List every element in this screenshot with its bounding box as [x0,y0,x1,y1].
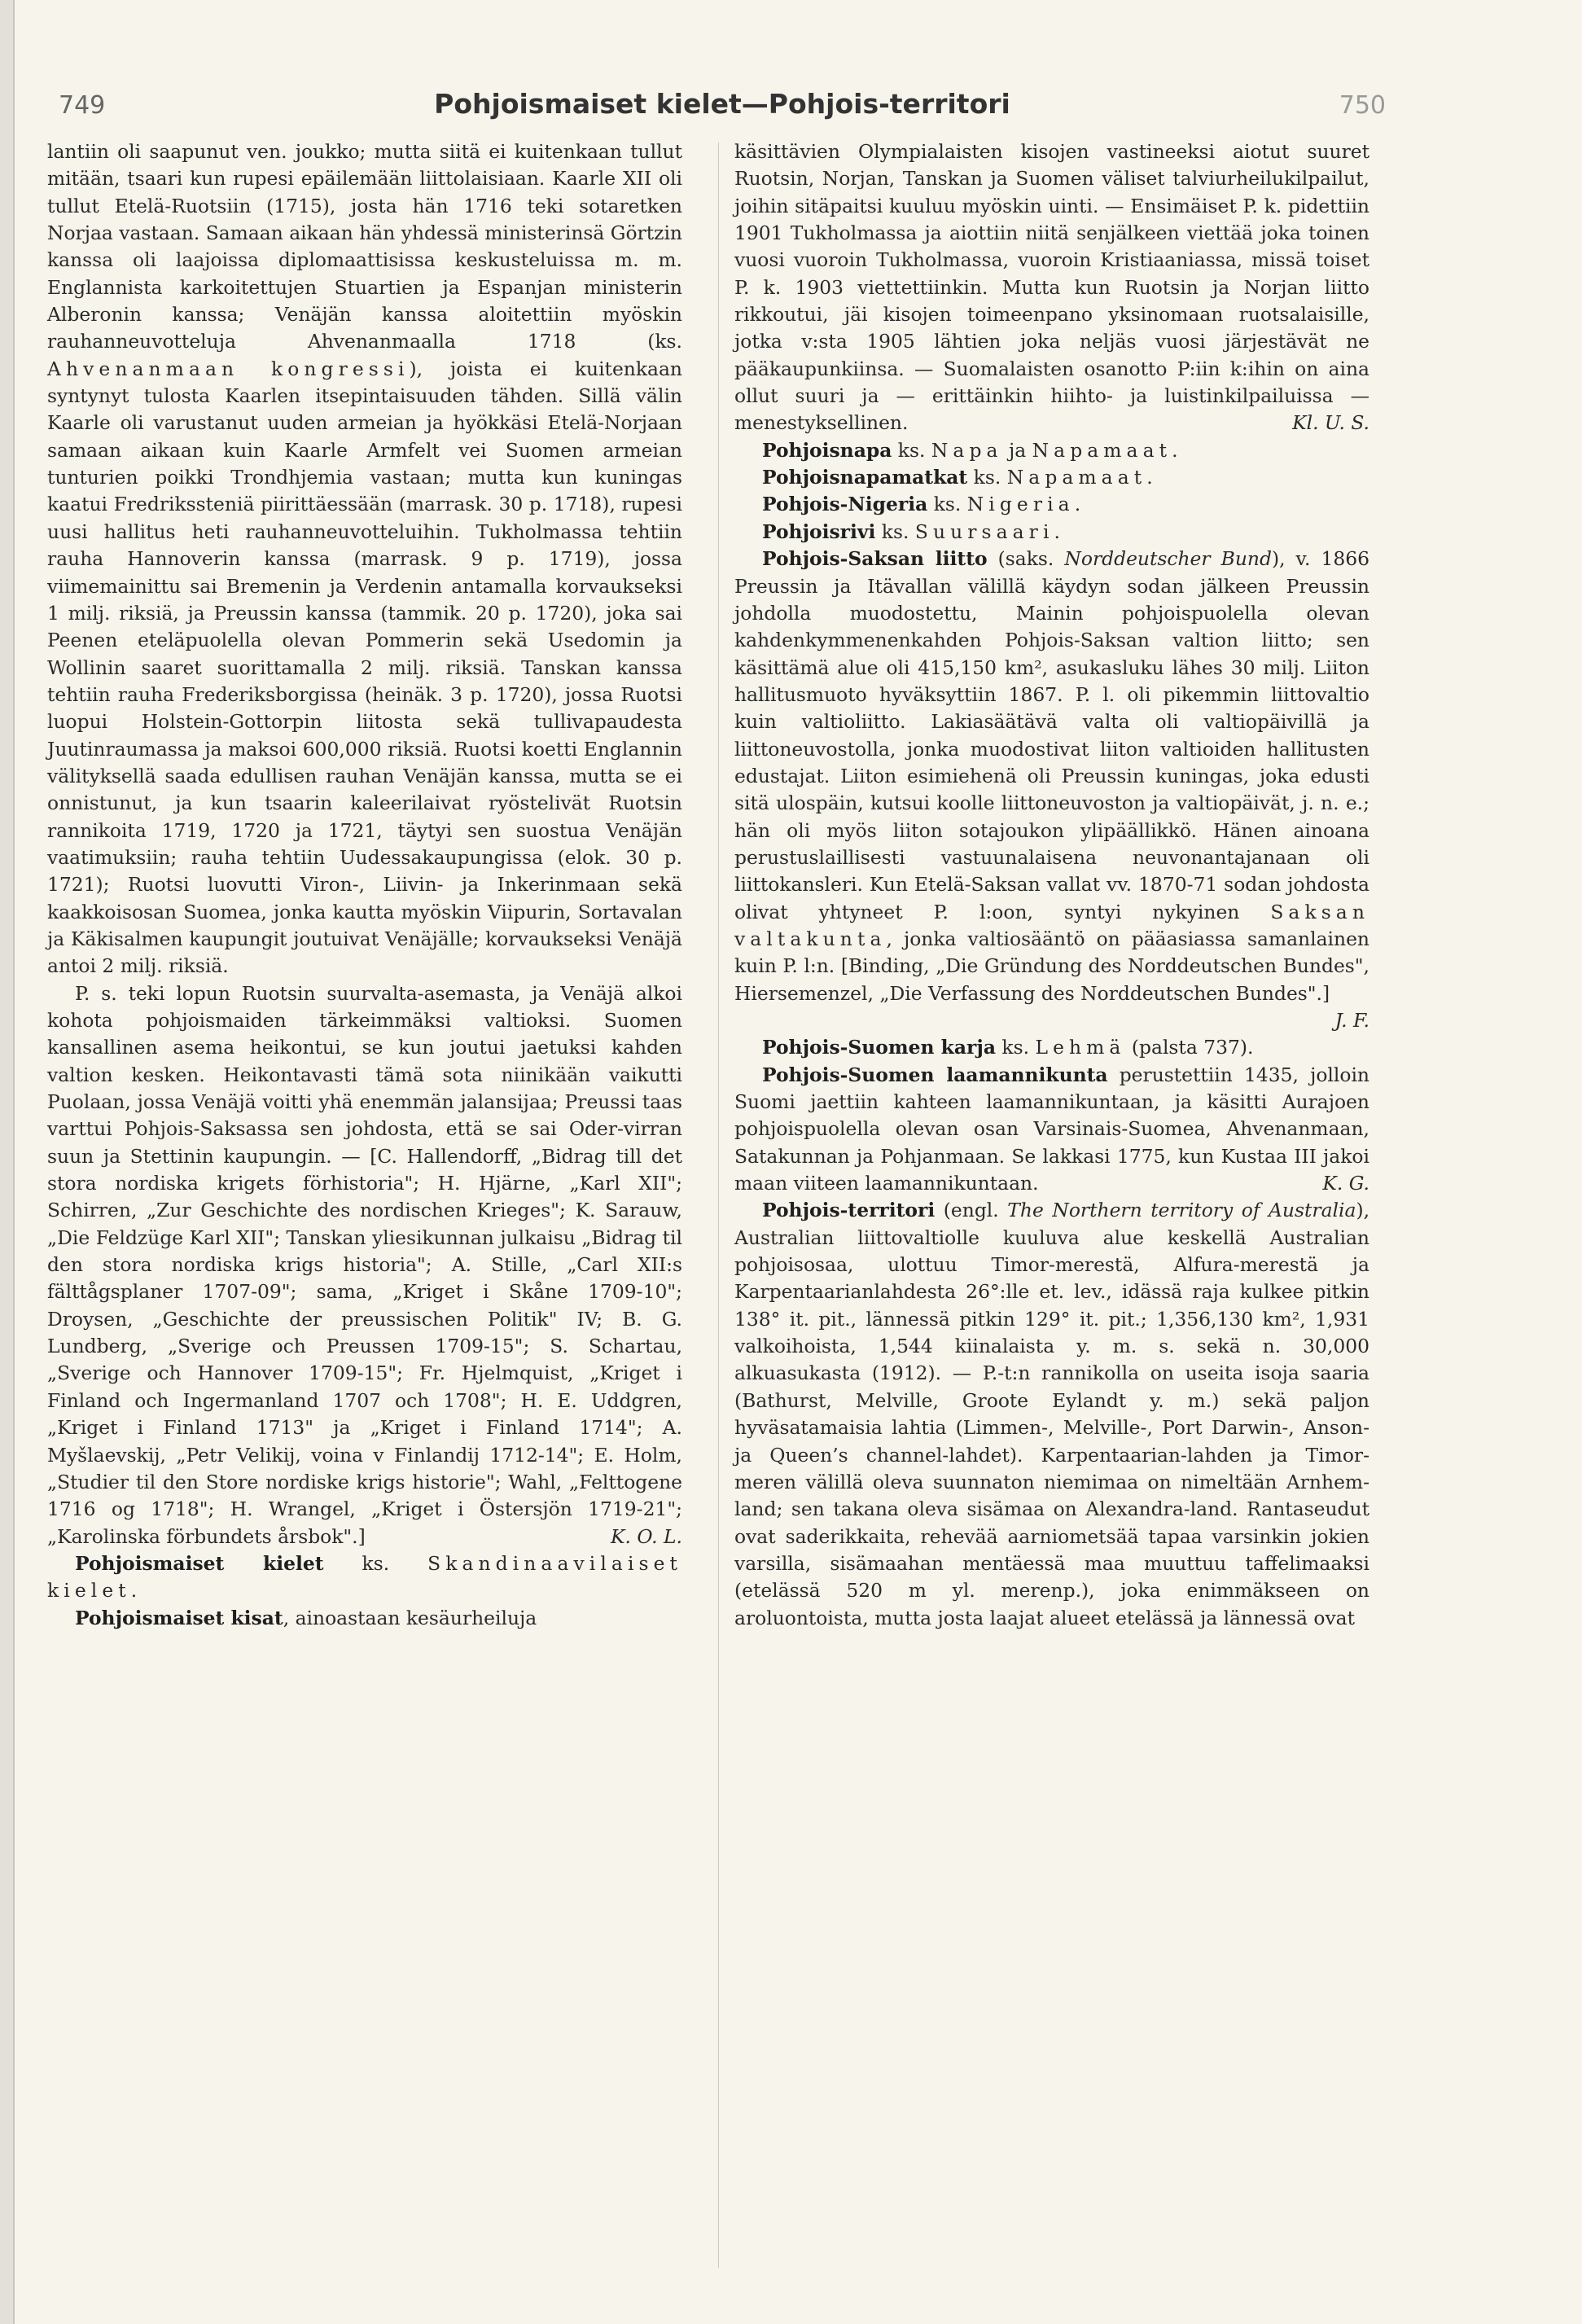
right-page-number: 750 [1339,91,1386,120]
entry-headword: Pohjoismaiset kisat [75,1606,283,1629]
left-column [47,138,682,1632]
article-paragraph: P. s. teki lopun Ruotsin suurvalta-asemasta, ja Venäjä alkoi kohota pohjoismaiden tärkeimmäksi valtioksi. Suomen kansallinen asema heikontui, se kun joutui jaetuksi kahden valtion kesken. Heikontavasti tämä sota niinikään vaikutti Puolaan, jossa Venäjä voitti yhä enemmän jalansijaa; Preussi taas varttui Pohjois-Saksassa sen johdosta, että se sai Oder-virran suun ja Stettinin kaupungin. — [C. Hallendorff, „Bidrag till det stora nordiska krigets förhistoria"; H. Hjärne, „Karl XII"; Schirren, „Zur Geschichte des nordischen Krieges"; K. Sarauw, „Die Feldzüge Karl XII"; Tanskan yliesikunnan julkaisu „Bidrag til den stora nordiska krigs historia"; A. Stille, „Carl XII:s fälttågsplaner 1707-09"; sama, „Kriget i Skåne 1709-10"; Droysen, „Geschichte der preussischen Politik" IV; B. G. Lundberg, „Sverige och Preussen 1709-15"; S. Schartau, „Sverige och Hannover 1709-15"; Fr. Hjelmquist, „Kriget i Finland och Ingermanland 1707 och 1708"; H. E. Uddgren, „Kriget i Finland 1713" ja „Kriget i Finland 1714"; A. Myšlaevskij, „Petr Velikij, voina v Finlandij 1712-14"; E. Holm, „Studier til den Store nordiske krigs historie"; Wahl, „Felttogene 1716 og 1718"; H. Wrangel, „Kriget i Östersjön 1719-21"; „Karolinska förbundets årsbok".] K. O. L. [47,980,682,1550]
entry-pohjoismaiset-kisat: Pohjoismaiset kisat, ainoastaan kesäurheiluja [75,1606,537,1629]
entry-headword: Pohjois-Suomen laamannikunta [762,1063,1108,1086]
entry-pohjoisnapamatkat: Pohjoisnapamatkat ks. Napamaat. [762,466,1153,489]
cross-reference: Nigeria [966,493,1075,516]
cross-reference: Skandinaavilaiset kielet [47,1551,683,1603]
entry-pohjois-nigeria: Pohjois-Nigeria ks. Nigeria. [762,493,1081,516]
entry-headword: Pohjois-Suomen karja [762,1036,996,1059]
entry-pohjois-suomen-laamannikunta: Pohjois-Suomen laamannikunta perustettiin 1435, jolloin Suomi jaettiin kahteen laamannikuntaan, ja käsitti Aurajoen pohjoispuolella olevan osan Varsinais-Suomea, Ahvenanmaan, Satakunnan ja Pohjanmaan. Se lakkasi 1775, kun Kustaa III jakoi maan viiteen laamannikuntaan. K. G. [734,1062,1369,1198]
entry-pohjoismaiset-kielet: Pohjoismaiset kielet ks. Skandinaavilaiset kielet. [47,1551,683,1603]
cross-reference: Suursaari [914,520,1054,543]
author-signature: J. F. [1334,1009,1369,1032]
entry-headword: Pohjois-Saksan liitto [762,547,988,571]
author-signature: K. O. L. [611,1524,682,1548]
page-edge [0,0,15,2324]
page-header [59,88,1386,129]
article-body: lantiin oli saapunut ven. joukko; mutta siitä ei kuitenkaan tullut mitään, tsaari kun rupesi epäilemään liittolaisiaan. Kaarle XII oli tullut Etelä-Ruotsiin (1715), josta hän 1716 teki sotaretken Norjaa vastaan. Samaan aikaan hän yhdessä ministerinsä Görtzin kanssa oli laajoissa diplomaattisissa keskusteluissa m. m. Englannista karkoitettujen Stuartien ja Espanjan ministerin Alberonin kanssa; Venäjän kanssa aloitettiin myöskin rauhanneuvotteluja Ahvenanmaalla 1718 (ks. Ahvenanmaan kongressi), joista ei kuitenkaan syntynyt tulosta Kaarlen itsepintaisuuden tähden. Sillä välin Kaarle oli varustanut uuden armeian ja hyökkäsi Etelä-Norjaan samaan aikaan kuin Kaarle Armfelt vei Suomen armeian tunturien poikki Trondhjemia vastaan; mutta kun kuningas kaatui Fredrikssteniä piirittäessään (marrask. 30 p. 1718), rupesi uusi hallitus heti rauhanneuvotteluihin. Tukholmassa tehtiin rauha Hannoverin kanssa (marrask. 9 p. 1719), jossa viimemainittu sai Bremenin ja Verdenin antamalla korvaukseksi 1 milj. riksiä, ja Preussin kanssa (tammik. 20 p. 1720), joka sai Peenen eteläpuolella olevan Pommerin sekä Usedomin ja Wollinin saaret suorittamalla 2 milj. riksiä. Tanskan kanssa tehtiin rauha Frederiksborgissa (heinäk. 3 p. 1720), jossa Ruotsi luopui Holstein-Gottorpin liitosta sekä tullivapaudesta Juutinraumassa ja maksoi 600,000 riksiä. Ruotsi koetti Englannin välityksellä saada edullisen rauhan Venäjän kanssa, mutta se ei onnistunut, ja kun tsaarin kaleerilaivat ryöstelivät Ruotsin rannikoita 1719, 1720 ja 1721, täytyi sen suostua Venäjän vaatimuksiin; rauha tehtiin Uudessakaupungissa (elok. 30 p. 1721); Ruotsi luovutti Viron-, Liivin- ja Inkerinmaan sekä kaakkoisosan Suomea, jonka kautta myöskin Viipurin, Sortavalan ja Käkisalmen kaupungit joutuivat Venäjälle; korvaukseksi Venäjä antoi 2 milj. riksiä. [47,140,683,978]
cross-reference: Saksan valtakunta [734,900,1369,950]
entry-headword: Pohjoismaiset kielet [75,1551,324,1575]
entry-pohjois-saksan-liitto: Pohjois-Saksan liitto (saks. Norddeutscher Bund), v. 1866 Preussin ja Itävallan välillä käydyn sodan jälkeen Preussin johdolla muodostettu, Mainin pohjoispuolella olevan kahdenkymmenenkahden Pohjois-Saksan valtion liitto; sen käsittämä alue oli 415,150 km², asukasluku lähes 30 milj. Liiton hallitusmuoto hyväksyttiin 1867. P. l. oli pikemmin liittovaltio kuin valtioliitto. Lakiasäätävä valta oli valtiopäivillä ja liittoneuvostolla, jonka muodostivat liiton valtioiden hallitusten edustajat. Liiton esimiehenä oli Preussin kuningas, joka edusti sitä ulospäin, kutsui koolle liittoneuvoston ja valtiopäivät, j. n. e.; hän oli myös liiton sotajoukon ylipäällikkö. Hänen ainoana perustuslaillisesti vastuunalaisena neuvonantajanaan oli liittokansleri. Kun Etelä-Saksan vallat vv. 1870-71 sodan johdosta olivat yhtyneet P. l:oon, syntyi nykyinen Saksan valtakunta, jonka valtiosääntö on pääasiassa samanlainen kuin P. l:n. [Binding, „Die Gründung des Norddeutschen Bundes", Hiersemenzel, „Die Verfassung des Norddeutschen Bundes".] J. F. [734,546,1369,1007]
left-page-number: 749 [59,91,106,120]
author-signature: Kl. U. S. [1292,411,1369,435]
column-divider [718,143,719,2268]
cross-reference: Napamaat [1032,438,1172,462]
cross-reference: Lehmä [1035,1036,1126,1059]
right-column [734,138,1369,1632]
entry-headword: Pohjoisnapa [762,438,892,462]
cross-reference: Ahvenanmaan kongressi [47,357,410,380]
page-title: Pohjoismaiset kielet—Pohjois-territori [434,88,1010,120]
entry-pohjoisnapa: Pohjoisnapa ks. Napa ja Napamaat. [762,438,1178,462]
cross-reference: Napa [931,438,1003,462]
article-continuation: käsittävien Olympialaisten kisojen vastineeksi aiotut suuret Ruotsin, Norjan, Tanskan ja Suomen väliset talviurheilukilpailut, joihin sitäpaitsi kuuluu myöskin uinti. — Ensimäiset P. k. pidettiin 1901 Tukholmassa ja aiottiin niitä senjälkeen viettää joka toinen vuosi vuoroin Tukholmassa, vuoroin Kristiaaniassa, missä toiset P. k. 1903 viettettiinkin. Mutta kun Ruotsin ja Norjan liitto rikkoutui, jäi kisojen toimeenpano yksinomaan ruotsalaisille, jotka v:sta 1905 lähtien joka neljäs vuosi järjestävät ne pääkaupunkiinsa. — Suomalaisten osanotto P:iin k:ihin on aina ollut suuri ja — erittäinkin hiihto- ja luistinkilpailuissa — menestyksellinen. Kl. U. S. [734,138,1369,437]
entry-headword: Pohjois-territori [762,1199,936,1222]
cross-reference: Napamaat [1006,466,1147,489]
entry-headword: Pohjois-Nigeria [762,493,928,516]
entry-pohjois-suomen-karja: Pohjois-Suomen karja ks. Lehmä (palsta 737). [762,1036,1254,1059]
entry-headword: Pohjoisrivi [762,520,876,543]
entry-pohjoisrivi: Pohjoisrivi ks. Suursaari. [762,520,1060,543]
entry-pohjois-territori: Pohjois-territori (engl. The Northern territory of Australia), Australian liittovaltiolle kuuluva alue keskellä Australian pohjoisosaa, ulottuu Timor-merestä, Alfura-merestä ja Karpentaarianlahdesta 26°:lle et. lev., idässä raja kulkee pitkin 138° it. pit., lännessä pitkin 129° it. pit.; 1,356,130 km², 1,931 valkoihoista, 1,544 kiinalaista y. m. s. sekä n. 30,000 alkuasukasta (1912). — P.-t:n rannikolla on useita isoja saaria (Bathurst, Melville, Groote Eylandt y. m.) sekä paljon hyväsatamaisia lahtia (Limmen-, Melville-, Port Darwin-, Anson- ja Queen’s channel-lahdet). Karpentaarian-lahden ja Timor-meren välillä oleva suunnaton niemimaa on nimeltään Arnhem-land; sen takana oleva sisämaa on Alexandra-land. Rantaseudut ovat saderikkaita, rehevää aarniometsää tapaa varsinkin jokien varsilla, sisämaahan mentäessä maa muuttuu taffelimaaksi (etelässä 520 m yl. merenp.), joka enimmäkseen on aroluontoista, mutta josta laajat alueet etelässä ja lännessä ovat [734,1199,1369,1629]
author-signature: K. G. [1322,1172,1369,1195]
entry-headword: Pohjoisnapamatkat [762,466,968,489]
